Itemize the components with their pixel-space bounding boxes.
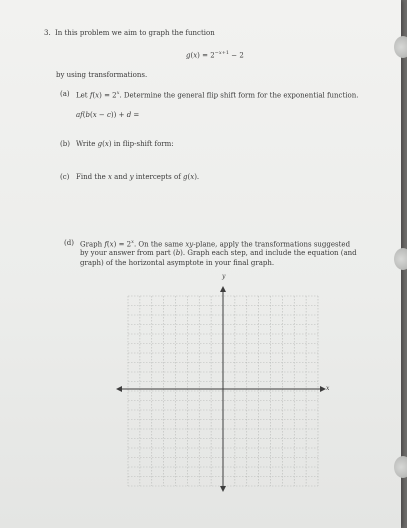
part-d-line1: Graph $f(x) = 2^x$. On the same xy-plane, apply the transformations suggested: [80, 239, 351, 249]
part-a-label: (a): [60, 90, 70, 98]
part-a-form: af(b(x − c)) + d =: [76, 111, 140, 119]
part-d-label: (d): [64, 239, 74, 247]
binder-hole: [394, 36, 407, 58]
part-d-line2: by your answer from part (b). Graph each step, and include the equation (and: [80, 249, 357, 257]
part-c-text: Find the x and y intercepts of g(x).: [76, 173, 200, 181]
x-axis-arrow-left: [116, 386, 122, 392]
part-b-label: (b): [60, 140, 70, 148]
coordinate-grid: [108, 282, 330, 500]
part-c-label: (c): [60, 173, 70, 181]
y-axis-arrow-down: [220, 486, 226, 492]
binder-hole: [394, 248, 407, 270]
problem-number: 3.: [44, 29, 51, 37]
part-a-text: Let $f(x) = 2^x$. Determine the general flip shift form for the exponential function.: [76, 90, 359, 100]
method-text: by using transformations.: [56, 71, 148, 79]
y-axis-arrow-up: [220, 286, 226, 292]
part-d-line3: graph) of the horizontal asymptote in your final graph.: [80, 259, 275, 267]
problem-intro: In this problem we aim to graph the function: [55, 29, 215, 37]
binder-hole: [394, 456, 407, 478]
y-axis-label: y: [222, 273, 226, 280]
function-equation: $g(x) = 2^{-x+1} - 2$: [186, 50, 244, 60]
part-b-text: Write g(x) in flip-shift form:: [76, 140, 174, 148]
x-axis-label: x: [326, 385, 330, 392]
